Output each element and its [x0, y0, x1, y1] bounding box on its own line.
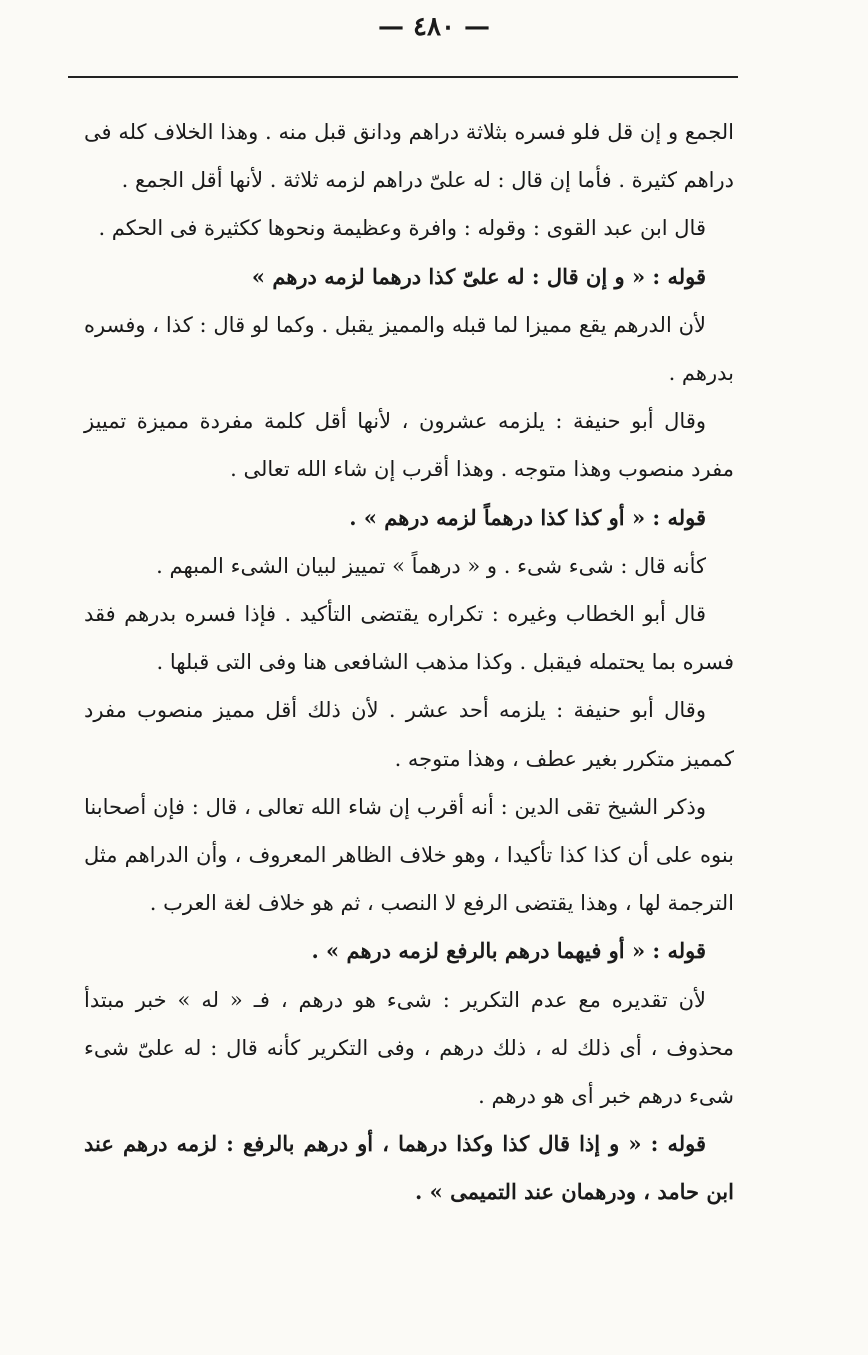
paragraph-8: وذكر الشيخ تقى الدين : أنه أقرب إن شاء الله تعالى ، قال : فإن أصحابنا بنوه على أن كذا كذا تأكيدا ، وهو خلاف الظاهر المعروف ، وأن الدراهم مثل الترجمة لها ، وهذا يقتضى الرفع لا النصب ، ثم هو خلاف لغة العرب . [84, 794, 734, 916]
paragraph-1: الجمع و إن قل فلو فسره بثلاثة دراهم ودانق قبل منه . وهذا الخلاف كله فى دراهم كثيرة . فأما إن قال : له علىّ دراهم لزمه ثلاثة . لأنها أقل الجمع . [84, 120, 734, 193]
paragraph-2: قال ابن عبد القوى : وقوله : وافرة وعظيمة ونحوها ككثيرة فى الحكم . [98, 216, 706, 241]
paragraph-7: وقال أبو حنيفة : يلزمه أحد عشر . لأن ذلك أقل مميز منصوب مفرد كمميز متكرر بغير عطف ، وهذا متوجه . [84, 698, 734, 771]
paragraph-6: قال أبو الخطاب وغيره : تكراره يقتضى التأكيد . فإذا فسره بدرهم فقد فسره بما يحتمله فيقبل . وكذا مذهب الشافعى هنا وفى التى قبلها . [84, 602, 734, 675]
page-number: — ٤٨٠ — [377, 12, 491, 42]
paragraph-9: لأن تقديره مع عدم التكرير : شىء هو درهم ، فـ « له » خبر مبتدأ محذوف ، أى ذلك له ، ذلك درهم ، وفى التكرير كأنه قال : له علىّ شىء شىء درهم خبر أى هو درهم . [84, 987, 734, 1109]
quoted-text-3: قوله : « أو فيهما درهم بالرفع لزمه درهم » . [311, 938, 706, 964]
page-body [84, 108, 734, 1217]
paragraph-5: كأنه قال : شىء شىء . و « درهماً » تمييز لبيان الشىء المبهم . [156, 553, 706, 578]
paragraph-3: لأن الدرهم يقع مميزا لما قبله والمميز يقبل . وكما لو قال : كذا ، وفسره بدرهم . [84, 312, 734, 386]
quoted-text-2: قوله : « أو كذا كذا درهماً لزمه درهم » . [349, 504, 706, 530]
header-divider [68, 76, 738, 78]
quoted-text-1: قوله : « و إن قال : له علىّ كذا درهما لزمه درهم » [251, 263, 706, 289]
paragraph-4: وقال أبو حنيفة : يلزمه عشرون ، لأنها أقل كلمة مفردة مميزة تمييز مفرد منصوب وهذا متوجه . وهذا أقرب إن شاء الله تعالى . [84, 409, 734, 482]
quoted-text-4: قوله : « و إذا قال كذا وكذا درهما ، أو درهم بالرفع : لزمه درهم عند ابن حامد ، ودرهمان عند التميمى » . [84, 1131, 734, 1205]
